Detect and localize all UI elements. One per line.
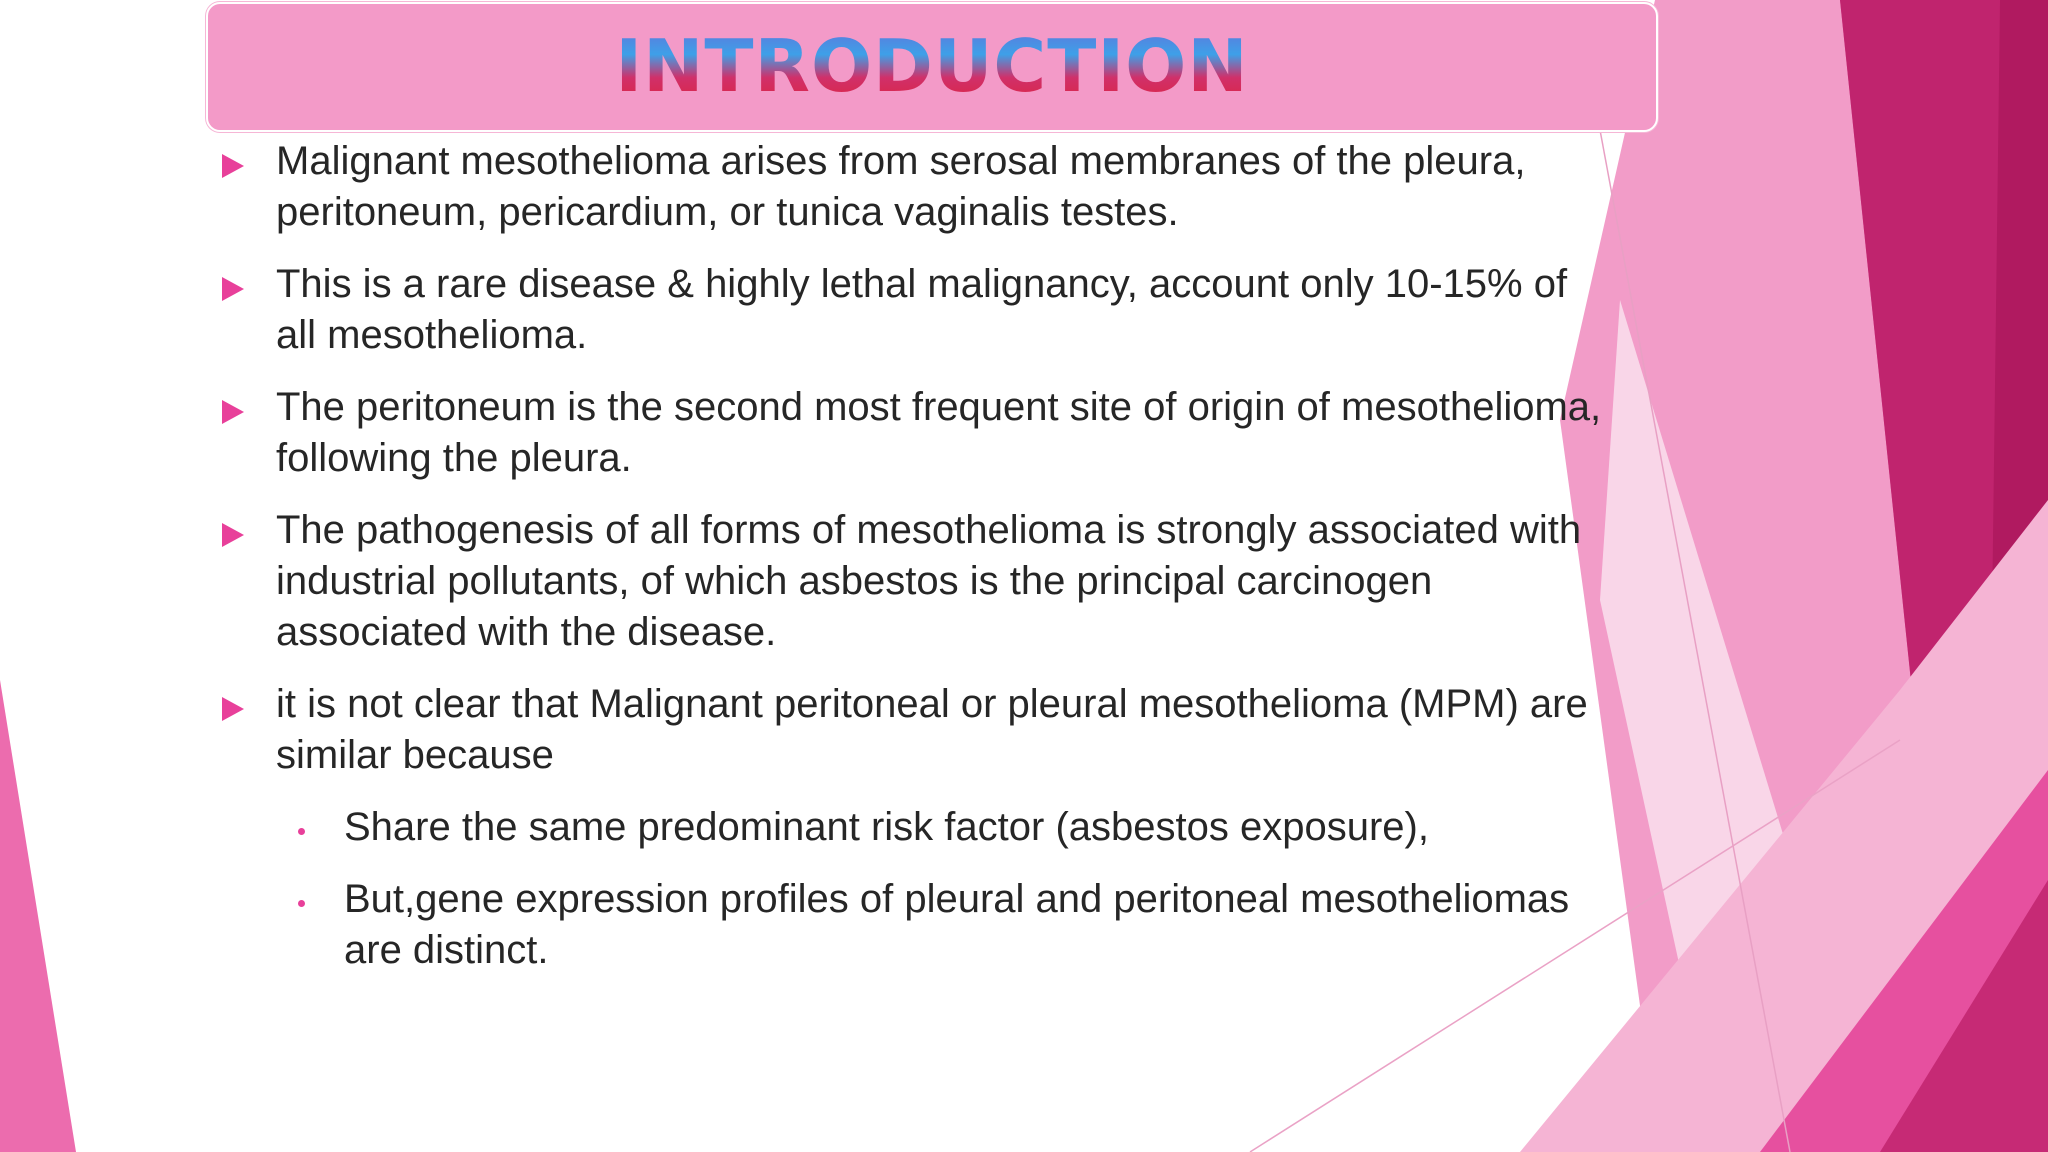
title-bar [206, 2, 1658, 132]
bullet-item [218, 259, 1618, 361]
sub-bullet-item [218, 874, 1618, 976]
bullet-item [218, 382, 1618, 484]
dot-bullet-icon [298, 900, 305, 907]
sub-bullet-item [218, 802, 1618, 853]
bullet-item [218, 136, 1618, 238]
sub-bullet-text: Share the same predominant risk factor (asbestos exposure), [344, 805, 1429, 849]
bullet-text: The pathogenesis of all forms of mesothelioma is strongly associated with industrial pollutants, of which asbestos is the principal carcinogen associated with the disease. [276, 508, 1582, 654]
triangle-bullet-icon [222, 523, 244, 547]
sub-bullet-text: But,gene expression profiles of pleural and peritoneal mesotheliomas are distinct. [344, 877, 1570, 972]
left-pink-wedge [0, 680, 76, 1152]
triangle-bullet-icon [222, 400, 244, 424]
bullet-text: it is not clear that Malignant peritoneal or pleural mesothelioma (MPM) are similar because [276, 682, 1588, 777]
triangle-bullet-icon [222, 154, 244, 178]
bullet-item [218, 505, 1618, 658]
bullet-text: Malignant mesothelioma arises from serosal membranes of the pleura, peritoneum, pericardium, or tunica vaginalis testes. [276, 139, 1526, 234]
bullet-list [218, 136, 1618, 997]
bullet-text: This is a rare disease & highly lethal malignancy, account only 10-15% of all mesothelioma. [276, 262, 1568, 357]
slide-title: INTRODUCTION [208, 18, 1656, 114]
triangle-bullet-icon [222, 697, 244, 721]
dot-bullet-icon [298, 828, 305, 835]
bullet-text: The peritoneum is the second most frequent site of origin of mesothelioma, following the pleura. [276, 385, 1602, 480]
bullet-item [218, 679, 1618, 781]
triangle-bullet-icon [222, 277, 244, 301]
